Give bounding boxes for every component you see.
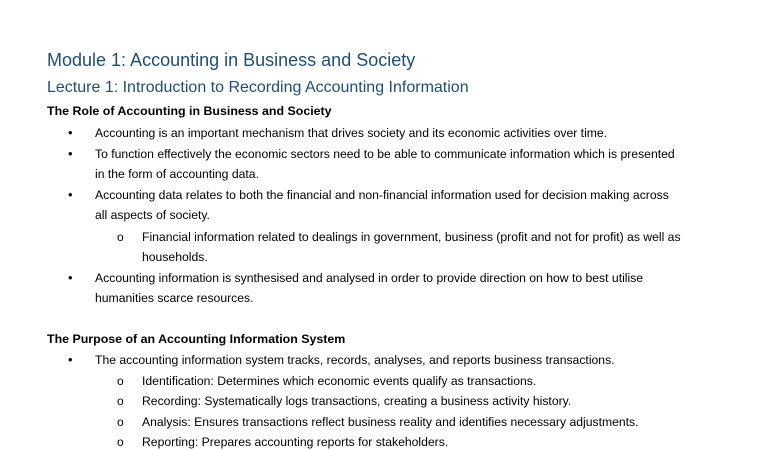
sub-bullet-icon: o (117, 374, 124, 388)
sub-bullet-icon: o (117, 435, 124, 449)
module-title: Module 1: Accounting in Business and Society (47, 50, 416, 70)
list-item-continuation: all aspects of society. (95, 208, 210, 222)
list-item: The accounting information system tracks, records, analyses, and reports business transactions. (95, 353, 615, 367)
bullet-icon: • (68, 270, 73, 285)
list-item: Accounting is an important mechanism that drives society and its economic activities over time. (95, 126, 608, 140)
sub-bullet-icon: o (117, 230, 124, 244)
sub-list-item: Analysis: Ensures transactions reflect business reality and identifies necessary adjustments. (142, 415, 639, 429)
list-item: To function effectively the economic sectors need to be able to communicate information which is presented (95, 147, 675, 161)
list-item: Accounting data relates to both the financial and non-financial information used for decision making across (95, 188, 669, 202)
bullet-icon: • (68, 146, 73, 161)
sub-list-item: Financial information related to dealings in government, business (profit and not for profit) as well as (142, 230, 681, 244)
bullet-icon: • (68, 187, 73, 202)
sub-list-item: Identification: Determines which economic events qualify as transactions. (142, 374, 537, 388)
lecture-title: Lecture 1: Introduction to Recording Accounting Information (47, 79, 469, 96)
list-item-continuation: in the form of accounting data. (95, 167, 259, 181)
sub-bullet-icon: o (117, 415, 124, 429)
list-item: Accounting information is synthesised and analysed in order to provide direction on how to best utilise (95, 271, 644, 285)
sub-list-item: Recording: Systematically logs transactions, creating a business activity history. (142, 394, 572, 408)
sub-bullet-icon: o (117, 394, 124, 408)
section-heading-role: The Role of Accounting in Business and Society (47, 104, 332, 118)
bullet-icon: • (68, 125, 73, 140)
section-heading-purpose: The Purpose of an Accounting Information System (47, 332, 346, 346)
list-item-continuation: humanities scarce resources. (95, 291, 254, 305)
bullet-icon: • (68, 352, 73, 367)
sub-list-item: Reporting: Prepares accounting reports for stakeholders. (142, 435, 449, 449)
sub-list-item-continuation: households. (142, 250, 208, 264)
